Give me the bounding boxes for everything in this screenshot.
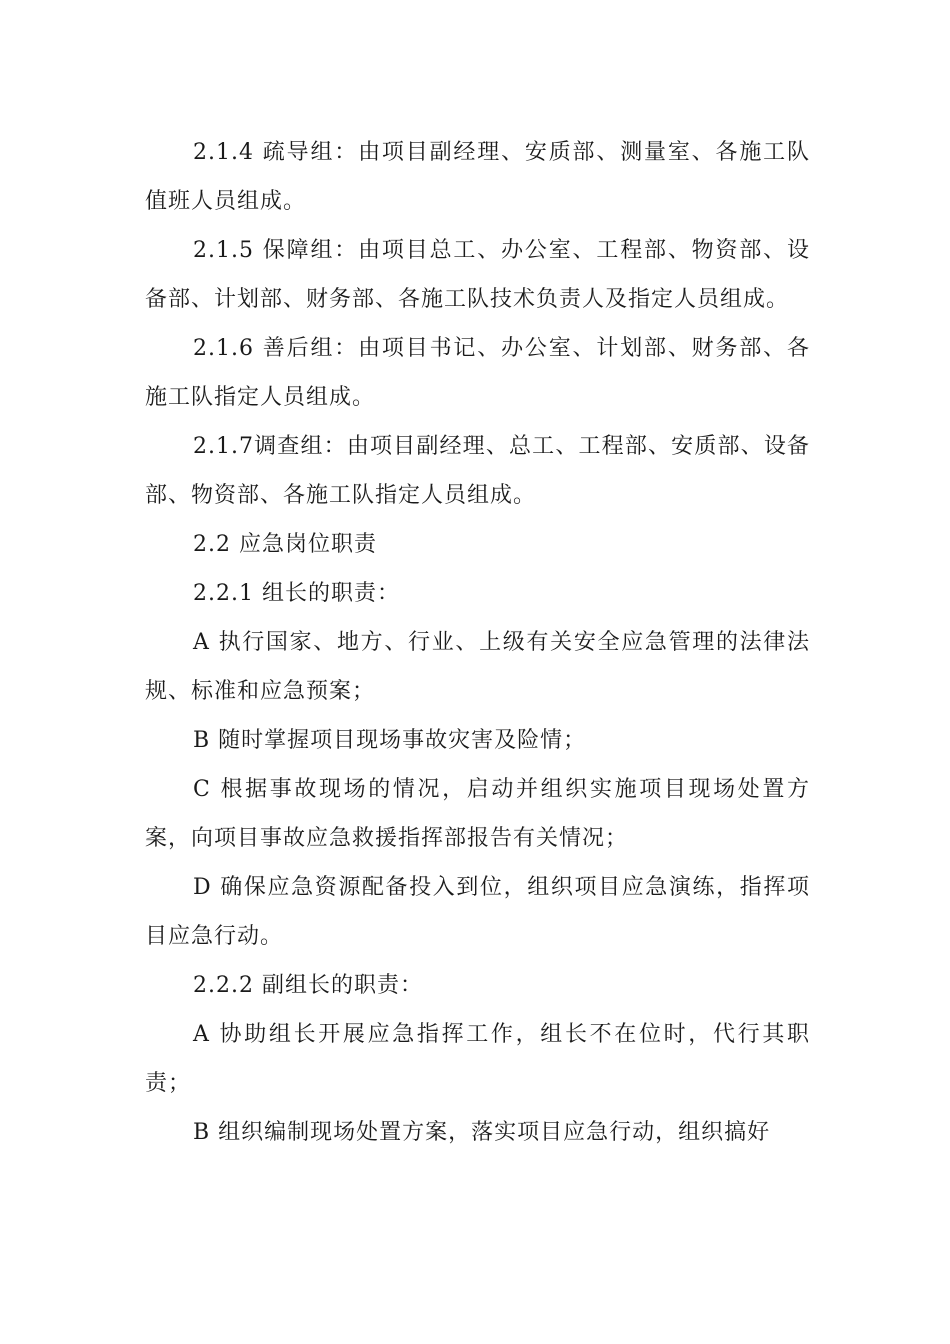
document-body (145, 128, 810, 1157)
section-heading-2-2: 2.2 应急岗位职责 (193, 532, 377, 557)
list-item-deputy-a: A 协助组长开展应急指挥工作，组长不在位时，代行其职责； (145, 1022, 810, 1096)
paragraph-2-1-6: 2.1.6 善后组：由项目书记、办公室、计划部、财务部、各施工队指定人员组成。 (145, 336, 810, 410)
list-item-leader-a: A 执行国家、地方、行业、上级有关安全应急管理的法律法规、标准和应急预案； (145, 630, 810, 704)
paragraph-2-1-5: 2.1.5 保障组：由项目总工、办公室、工程部、物资部、设备部、计划部、财务部、各施工队技术负责人及指定人员组成。 (145, 238, 810, 312)
paragraph-2-1-4: 2.1.4 疏导组：由项目副经理、安质部、测量室、各施工队值班人员组成。 (145, 140, 810, 214)
paragraph-2-1-7: 2.1.7调查组：由项目副经理、总工、工程部、安质部、设备部、物资部、各施工队指定人员组成。 (145, 434, 810, 508)
list-item-leader-d: D 确保应急资源配备投入到位，组织项目应急演练，指挥项目应急行动。 (145, 875, 810, 949)
list-item-deputy-b: B 组织编制现场处置方案，落实项目应急行动，组织搞好 (193, 1120, 771, 1145)
subsection-heading-2-2-2: 2.2.2 副组长的职责： (193, 973, 423, 998)
subsection-heading-2-2-1: 2.2.1 组长的职责： (193, 581, 400, 606)
list-item-leader-c: C 根据事故现场的情况，启动并组织实施项目现场处置方案，向项目事故应急救援指挥部报告有关情况； (145, 777, 810, 851)
list-item-leader-b: B 随时掌握项目现场事故灾害及险情； (193, 728, 587, 753)
